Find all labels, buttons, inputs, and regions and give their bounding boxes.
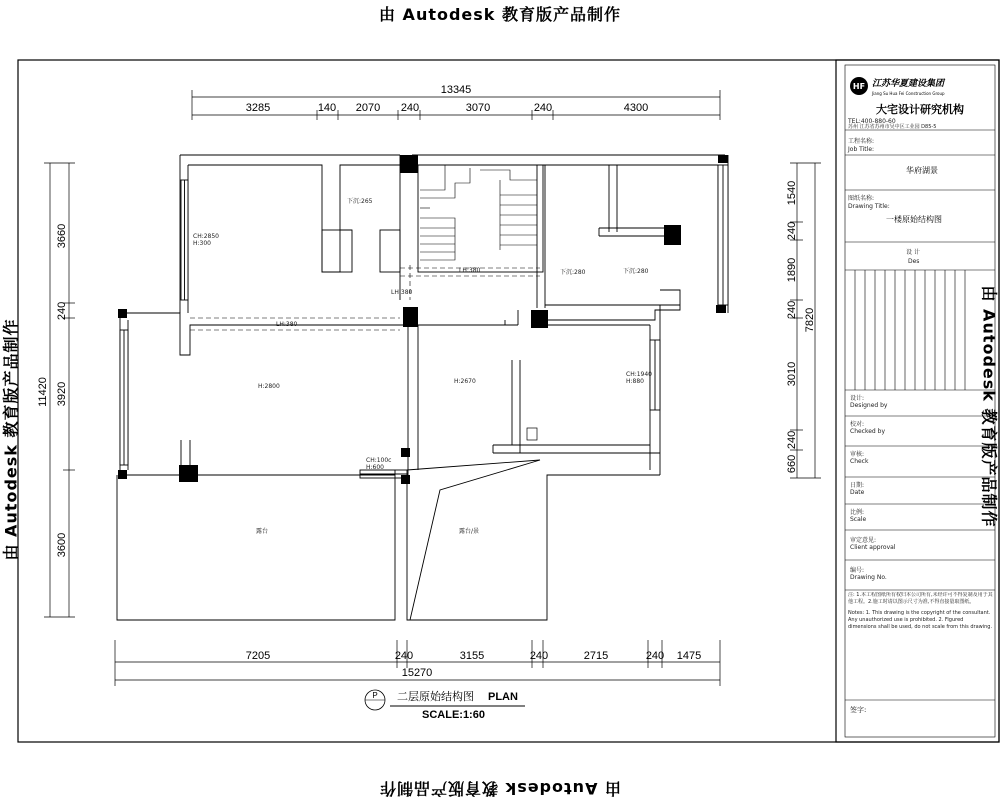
floor-plan-walls bbox=[117, 155, 728, 620]
tb-row-check: 校对: Checked by bbox=[850, 420, 885, 435]
column bbox=[179, 465, 198, 482]
dim-left-seg-3: 3920 bbox=[56, 382, 68, 406]
room-label-9: H:2670 bbox=[454, 378, 476, 385]
tb-drawing-name: 一楼原始结构图 bbox=[886, 214, 942, 224]
column bbox=[664, 225, 681, 245]
dim-bottom-seg-4: 240 bbox=[530, 650, 548, 662]
tb-row-approve: 审定意见: Client approval bbox=[850, 536, 896, 551]
tb-row-date: 日期: Date bbox=[850, 481, 865, 496]
column bbox=[118, 309, 127, 318]
stair bbox=[420, 165, 537, 260]
institute-name: 大宅设计研究机构 bbox=[876, 102, 964, 116]
room-label-1: CH:2850 H:300 bbox=[193, 233, 219, 247]
tb-line-b: 苏州 江苏省苏州市吴中区工业园 D85-5 bbox=[848, 123, 936, 130]
company-name-cn: 江苏华夏建设集团 bbox=[872, 78, 946, 89]
dim-top-total: 13345 bbox=[441, 84, 472, 96]
dim-left-total: 11420 bbox=[37, 377, 49, 407]
dim-bottom-seg-3: 3155 bbox=[460, 650, 484, 662]
room-label-7: 下沉:280 bbox=[623, 267, 649, 275]
room-label-11: CH:100c H:600 bbox=[366, 457, 391, 471]
tb-notes-en: Notes: 1. This drawing is the copyright of the consultant. Any unauthorized use is prohibited. 2. Figured dimensions shall be used, do not scale from this drawing. bbox=[848, 610, 993, 631]
dim-top-seg-7: 4300 bbox=[624, 102, 648, 114]
tb-notes bbox=[848, 592, 993, 700]
room-label-3: LH:380 bbox=[391, 289, 413, 296]
dim-right-seg-4: 240 bbox=[786, 301, 798, 319]
tb-row-no: 编号: Drawing No. bbox=[850, 566, 887, 581]
tb-project-sub: Job Title: bbox=[847, 146, 874, 153]
structural-columns bbox=[118, 155, 728, 484]
dim-bottom-seg-6: 240 bbox=[646, 650, 664, 662]
svg-text:HF: HF bbox=[853, 82, 865, 91]
tb-row-scale: 比例: Scale bbox=[850, 508, 866, 523]
column bbox=[400, 155, 418, 173]
dim-right-seg-2: 240 bbox=[786, 222, 798, 240]
tb-project-label: 工程名称: bbox=[848, 137, 874, 145]
room-label-4: LH:380 bbox=[459, 267, 481, 274]
dim-bottom-seg-5: 2715 bbox=[584, 650, 608, 662]
company-name-en: Jiang Su Hua Fei Construction Group bbox=[871, 91, 945, 96]
dim-left-seg-2: 240 bbox=[56, 302, 68, 320]
tb-drawing-label: 图纸名称: bbox=[848, 194, 874, 202]
dim-top-seg-5: 3070 bbox=[466, 102, 490, 114]
room-label-5: LH:380 bbox=[276, 321, 298, 328]
tb-project-name: 华府湖景 bbox=[906, 165, 938, 175]
plan-badge-letter: P bbox=[372, 691, 377, 700]
dim-right-seg-7: 660 bbox=[786, 455, 798, 473]
room-label-13: 露台/景 bbox=[459, 527, 479, 535]
dim-bottom-seg-7: 1475 bbox=[677, 650, 701, 662]
tb-row-audit: 审核: Check bbox=[850, 450, 869, 465]
edu-stamp-top: 由 Autodesk 教育版产品制作 bbox=[0, 2, 1000, 25]
tb-design-sub: Des bbox=[908, 258, 919, 265]
dim-bottom-seg-2: 240 bbox=[395, 650, 413, 662]
tb-drawing-sub: Drawing Title: bbox=[848, 203, 890, 210]
column bbox=[531, 310, 548, 328]
dim-right-seg-1: 1540 bbox=[786, 181, 798, 205]
column bbox=[118, 470, 127, 479]
edu-stamp-left: 由 Autodesk 教育版产品制作 bbox=[0, 290, 22, 590]
dim-left-seg-1: 3660 bbox=[56, 224, 68, 248]
plan-title: 二层原始结构图 bbox=[397, 689, 474, 703]
column bbox=[718, 155, 728, 163]
room-label-6: 下沉:280 bbox=[560, 268, 586, 276]
plan-title-en: PLAN bbox=[488, 691, 518, 703]
dim-bottom-total: 15270 bbox=[402, 667, 433, 679]
room-label-12: 露台 bbox=[256, 527, 268, 535]
dim-right-total: 7820 bbox=[804, 308, 816, 332]
column bbox=[401, 448, 410, 457]
tb-notes-cn: 注: 1.本工程图纸所有权归本公司所有,未经许可不得复制及用于其他工程。2.施工时请以图示尺寸为准,不得直接量取图纸。 bbox=[848, 592, 993, 606]
tb-sign-label: 签字: bbox=[850, 705, 866, 714]
dim-top-seg-2: 140 bbox=[318, 102, 336, 114]
room-label-8: H:2800 bbox=[258, 383, 280, 390]
dim-bottom-seg-1: 7205 bbox=[246, 650, 270, 662]
dim-top-seg-6: 240 bbox=[534, 102, 552, 114]
column bbox=[401, 475, 410, 484]
dims-bottom bbox=[115, 640, 720, 686]
room-label-10: CH:1940 H:880 bbox=[626, 371, 652, 385]
room-label-2: 下沉:265 bbox=[347, 197, 373, 205]
dim-right-seg-5: 3010 bbox=[786, 362, 798, 386]
dim-top-seg-3: 2070 bbox=[356, 102, 380, 114]
tb-design-label: 设 计 bbox=[906, 248, 920, 256]
plan-scale: SCALE:1:60 bbox=[422, 709, 485, 721]
hidden-beam-lines bbox=[190, 265, 540, 330]
dim-right-seg-6: 240 bbox=[786, 431, 798, 449]
edu-stamp-right: 由 Autodesk 教育版产品制作 bbox=[979, 257, 1000, 557]
dim-top-seg-4: 240 bbox=[401, 102, 419, 114]
edu-stamp-bottom: 由 Autodesk 教育版产品制作 bbox=[0, 778, 1000, 801]
dim-right-seg-3: 1890 bbox=[786, 258, 798, 282]
tb-row-design: 设计: Designed by bbox=[850, 394, 888, 409]
tb-line-a: TEL:400-880-60 bbox=[847, 118, 896, 125]
dim-top-seg-1: 3285 bbox=[246, 102, 270, 114]
column bbox=[716, 305, 726, 313]
dim-left-seg-4: 3600 bbox=[56, 533, 68, 557]
column bbox=[403, 307, 418, 327]
company-logo bbox=[850, 77, 868, 95]
